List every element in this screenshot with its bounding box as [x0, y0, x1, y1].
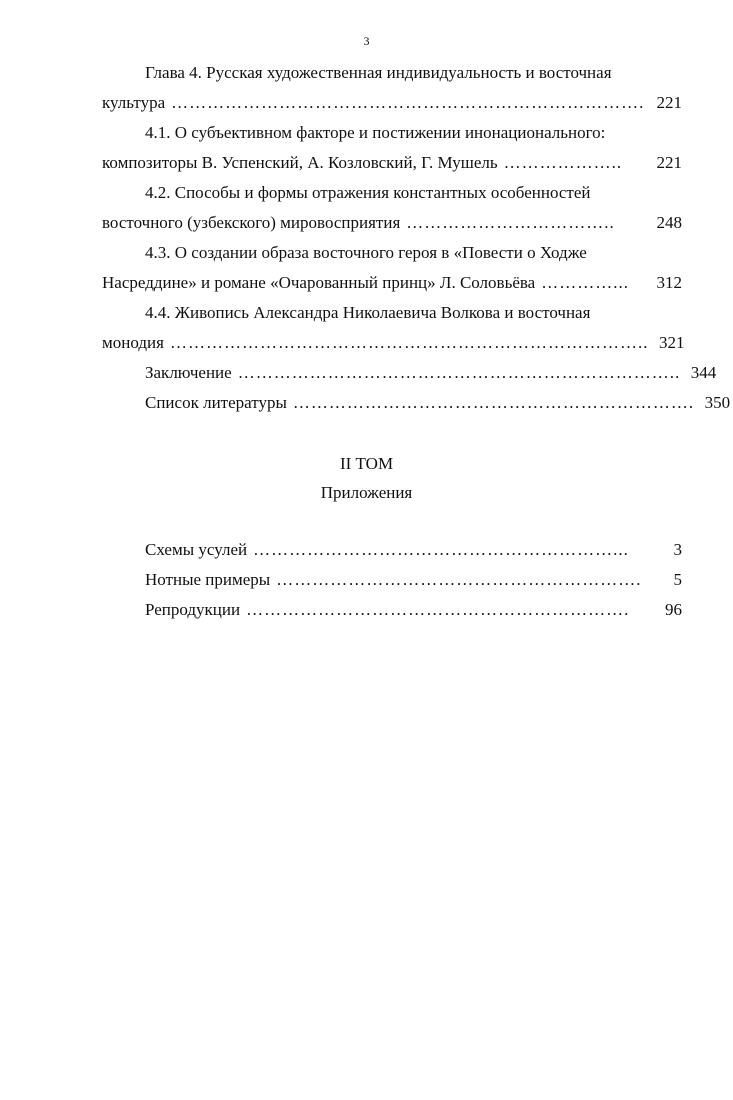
appendix-entry-reproductions[interactable] [102, 595, 682, 625]
toc-entry-section-4-1[interactable] [102, 118, 682, 178]
toc-entry-page-line [102, 88, 682, 118]
toc-dot-leader: …………………………….. [406, 213, 615, 232]
toc-entry-chapter-4[interactable] [102, 58, 682, 118]
toc-entry-title-line: 4.1. О субъективном факторе и постижении инонационального: [145, 123, 606, 142]
toc-dot-leader: ……………….. [503, 153, 623, 172]
appendix-entry-usul-schemes[interactable] [102, 535, 682, 565]
toc-dot-leader: ……………………………………………………... [253, 540, 629, 559]
toc-entry-title-end: монодия [102, 333, 164, 352]
toc-entry-title-end: Насреддине» и романе «Очарованный принц» Л. Соловьёва [102, 273, 536, 292]
appendix-contents [102, 535, 682, 625]
toc-entry-title: Репродукции [145, 600, 241, 619]
toc-entry-title-end: культура [102, 93, 166, 112]
toc-entry-conclusion[interactable] [102, 358, 717, 388]
toc-page-number: 248 [656, 213, 682, 232]
toc-page-number: 96 [665, 600, 682, 619]
toc-dot-leader: ……………………………………………………………………. [171, 93, 645, 112]
appendix-entry-music-examples[interactable] [102, 565, 682, 595]
toc-entry-page-line [102, 358, 717, 388]
toc-dot-leader: ……………………………………………………………….. [237, 363, 681, 382]
toc-page-number: 350 [704, 393, 731, 412]
toc-dot-leader: ……………………………………………………. [276, 570, 642, 589]
toc-dot-leader: …………………………………………………………………….. [169, 333, 649, 352]
toc-entry-page-line [102, 268, 682, 298]
toc-entry-title: Нотные примеры [145, 570, 271, 589]
volume-title: II ТОМ [339, 454, 394, 473]
toc-entry-section-4-3[interactable] [102, 238, 682, 298]
toc-entry-title: Заключение [145, 363, 232, 382]
toc-entry-title-line: 4.4. Живопись Александра Николаевича Волкова и восточная [145, 303, 591, 322]
toc-page-number: 312 [656, 273, 682, 292]
toc-entry-page-line [102, 595, 682, 625]
toc-dot-leader: …………... [541, 273, 629, 292]
volume-subtitle: Приложения [320, 483, 413, 502]
toc-entry-page-line [102, 208, 682, 238]
toc-entry-page-line [102, 535, 682, 565]
toc-entry-page-line [102, 328, 685, 358]
toc-dot-leader: …………………………………………………………. [292, 393, 695, 412]
toc-page-number: 5 [673, 570, 682, 589]
toc-entry-title-line: 4.3. О создании образа восточного героя в «Повести о Ходже [145, 243, 587, 262]
toc-entry-title-line: 4.2. Способы и формы отражения константных особенностей [145, 183, 591, 202]
toc-entry-section-4-4[interactable] [102, 298, 685, 358]
toc-entry-page-line [102, 565, 682, 595]
toc-page-number: 344 [690, 363, 717, 382]
toc-page-number: 221 [656, 153, 682, 172]
toc-entry-title: Список литературы [145, 393, 287, 412]
toc-entry-section-4-2[interactable] [102, 178, 682, 238]
page-number: 3 [363, 34, 370, 48]
toc-page-number: 321 [658, 333, 685, 352]
toc-page-number: 3 [673, 540, 682, 559]
toc-entry-page-line [102, 148, 682, 178]
toc-entry-title-end: восточного (узбекского) мировосприятия [102, 213, 401, 232]
toc-entry-bibliography[interactable] [102, 388, 731, 418]
toc-dot-leader: ………………………………………………………. [246, 600, 630, 619]
toc-page-number: 221 [656, 93, 682, 112]
toc-entry-title-end: композиторы В. Успенский, А. Козловский, Г. Мушель [102, 153, 498, 172]
toc-entry-page-line [102, 388, 731, 418]
toc-entry-title: Схемы усулей [145, 540, 248, 559]
table-of-contents [102, 58, 731, 418]
toc-entry-title-line: Глава 4. Русская художественная индивидуальность и восточная [145, 63, 612, 82]
